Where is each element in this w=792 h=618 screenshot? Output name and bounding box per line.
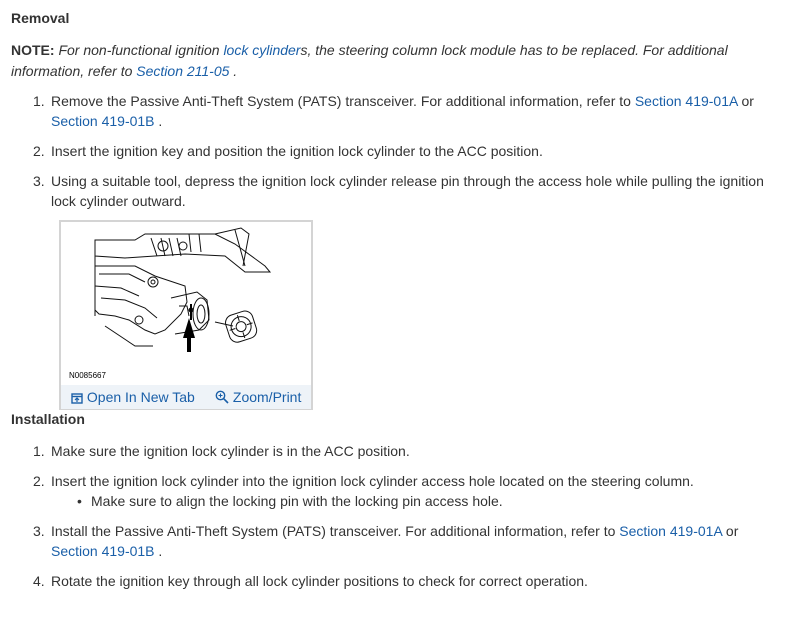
step-text: Remove the Passive Anti-Theft System (PATS) transceiver. For additional information, refer to <box>51 93 635 109</box>
removal-step-2 <box>33 141 781 161</box>
step-text-end: . <box>154 113 163 129</box>
step-number: 2. <box>33 143 45 159</box>
step-number: 1. <box>33 93 45 109</box>
bullet: • <box>77 493 82 509</box>
installation-heading: Installation <box>11 411 85 427</box>
section-419-01a-link[interactable]: Section 419-01A <box>634 93 738 109</box>
sub-item <box>77 491 781 511</box>
step-text: Install the Passive Anti-Theft System (PATS) transceiver. For additional information, refer to <box>51 523 620 539</box>
lock-cylinder-link[interactable]: lock cylinder <box>223 42 301 58</box>
open-in-new-tab-label: Open In New Tab <box>86 389 195 405</box>
new-tab-icon <box>71 392 83 404</box>
ignition-lock-illustration <box>65 226 309 382</box>
step-text-mid: or <box>722 523 739 539</box>
step-number: 4. <box>33 573 45 589</box>
note-text-mid: s, the steering column lock module has to be replaced. For additional information, refer to <box>11 42 728 79</box>
step-number: 3. <box>33 173 45 189</box>
removal-steps-list <box>11 91 781 221</box>
section-419-01b-link[interactable]: Section 419-01B <box>51 543 155 559</box>
section-211-05-link[interactable]: Section 211-05 <box>136 63 230 79</box>
open-in-new-tab-button[interactable] <box>71 389 195 405</box>
step-text: Make sure the ignition lock cylinder is in the ACC position. <box>51 443 410 459</box>
section-419-01b-link[interactable]: Section 419-01B <box>51 113 155 129</box>
figure-box <box>59 220 313 410</box>
installation-step-2-sublist <box>51 491 781 511</box>
removal-step-1 <box>33 91 781 131</box>
installation-steps-list <box>11 441 781 601</box>
step-text: Using a suitable tool, depress the ignition lock cylinder release pin through the access hole while pulling the ignition lock cylinder outward. <box>51 173 764 209</box>
note-text-after: . <box>229 63 238 79</box>
figure-actions <box>61 385 311 409</box>
section-419-01a-link[interactable]: Section 419-01A <box>619 523 723 539</box>
step-number: 1. <box>33 443 45 459</box>
note-text-before: For non-functional ignition <box>54 42 224 58</box>
zoom-print-label: Zoom/Print <box>232 389 302 405</box>
installation-step-1 <box>33 441 781 461</box>
step-text-end: . <box>154 543 163 559</box>
sub-item-text: Make sure to align the locking pin with the locking pin access hole. <box>91 493 503 509</box>
step-number: 2. <box>33 473 45 489</box>
removal-heading: Removal <box>11 10 70 26</box>
zoom-print-button[interactable] <box>215 389 301 405</box>
installation-step-3 <box>33 521 781 561</box>
step-text: Insert the ignition lock cylinder into the ignition lock cylinder access hole located on the steering column. <box>51 473 694 489</box>
step-text: Rotate the ignition key through all lock cylinder positions to check for correct operation. <box>51 573 588 589</box>
step-text-mid: or <box>737 93 754 109</box>
installation-step-4 <box>33 571 781 591</box>
step-number: 3. <box>33 523 45 539</box>
installation-step-2 <box>33 471 781 511</box>
figure-id: N0085667 <box>69 371 106 380</box>
removal-step-3 <box>33 171 781 211</box>
step-text: Insert the ignition key and position the ignition lock cylinder to the ACC position. <box>51 143 543 159</box>
note-label: NOTE: <box>11 42 55 58</box>
zoom-icon <box>215 390 229 404</box>
note-paragraph <box>11 40 771 82</box>
